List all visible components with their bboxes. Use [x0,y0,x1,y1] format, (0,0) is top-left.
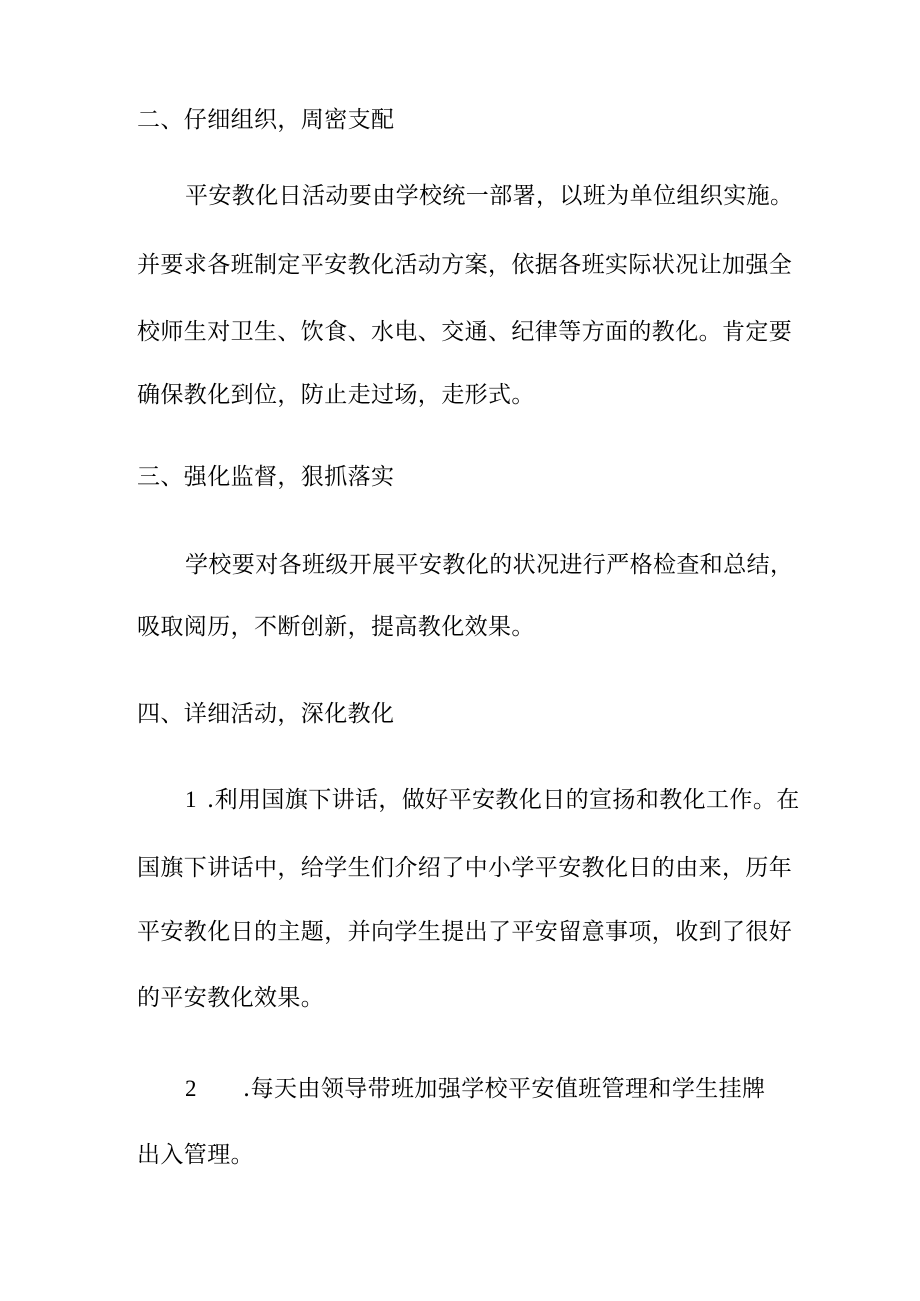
list-item-number: 1 [185,787,197,812]
list-item-1-first-line [185,785,800,815]
section-heading-3: 三、强化监督，狠抓落实 [137,464,395,490]
paragraph-line: 校师生对卫生、饮食、水电、交通、纪律等方面的教化。肯定要 [137,319,793,345]
paragraph-line: 平安教化日活动要由学校统一部署，以班为单位组织实施。 [185,183,794,209]
list-item-number: 2 [185,1076,197,1101]
list-item-text: .利用国旗下讲话，做好平安教化日的宣扬和教化工作。在 [206,787,800,813]
paragraph-line: 并要求各班制定平安教化活动方案，依据各班实际状况让加强全 [137,252,793,278]
paragraph-line: 吸取阅历，不断创新，提高教化效果。 [137,614,535,640]
section-heading-4: 四、详细活动，深化教化 [137,701,395,727]
list-item-2-first-line [185,1074,765,1104]
list-item-line: 的平安教化效果。 [137,985,325,1011]
paragraph-line: 确保教化到位，防止走过场，走形式。 [137,382,535,408]
list-item-line: 平安教化日的主题，并向学生提出了平安留意事项，收到了很好 [137,919,793,945]
list-item-line: 出入管理。 [137,1142,254,1168]
list-item-text: .每天由领导带班加强学校平安值班管理和学生挂牌 [242,1076,766,1102]
section-heading-2: 二、仔细组织，周密支配 [137,107,395,133]
paragraph-line: 学校要对各班级开展平安教化的状况进行严格检查和总结， [185,552,794,578]
list-item-line: 国旗下讲话中，给学生们介绍了中小学平安教化日的由来，历年 [137,855,793,881]
